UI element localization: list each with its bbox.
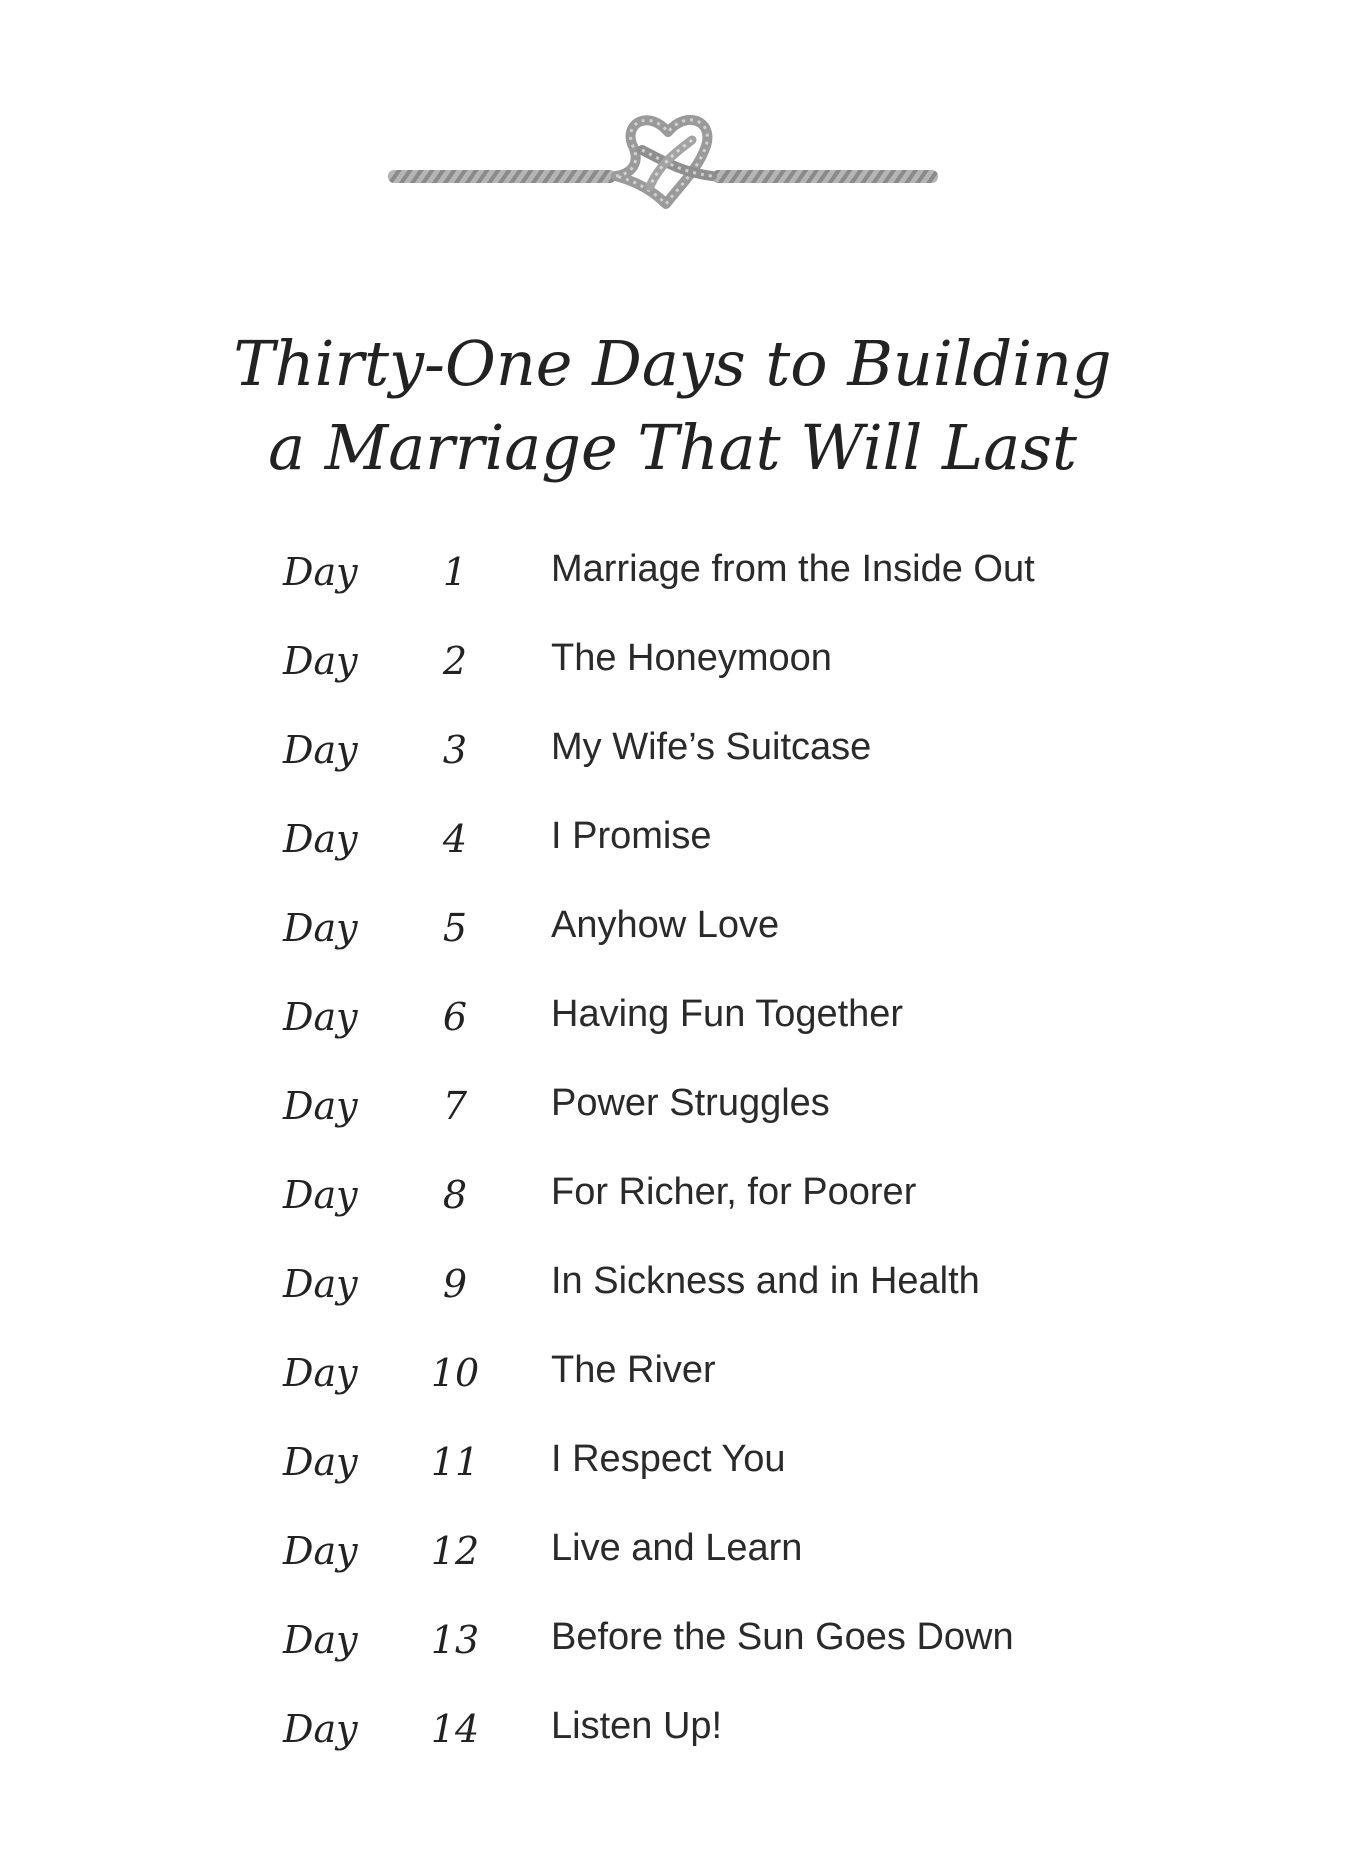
day-label: Day <box>283 906 358 950</box>
toc-row <box>0 1430 1345 1519</box>
toc-row <box>0 1697 1345 1786</box>
toc-row <box>0 896 1345 985</box>
day-label: Day <box>283 1529 358 1573</box>
day-label: Day <box>283 1440 358 1484</box>
toc-row <box>0 629 1345 718</box>
chapter-title: My Wife’s Suitcase <box>551 726 872 768</box>
title-line-2: a Marriage That Will Last <box>268 411 1077 484</box>
chapter-title: Having Fun Together <box>551 993 904 1035</box>
day-number: 5 <box>442 906 468 950</box>
day-number: 4 <box>442 817 468 861</box>
day-label: Day <box>283 639 358 683</box>
toc-row <box>0 1252 1345 1341</box>
day-label: Day <box>283 550 358 594</box>
toc-row <box>0 540 1345 629</box>
toc-row <box>0 1608 1345 1697</box>
chapter-title: I Promise <box>551 815 712 857</box>
day-number: 7 <box>442 1084 468 1128</box>
day-number: 10 <box>430 1351 480 1395</box>
day-number: 3 <box>442 728 468 772</box>
day-label: Day <box>283 817 358 861</box>
day-number: 1 <box>442 550 468 594</box>
toc-row <box>0 807 1345 896</box>
day-label: Day <box>283 728 358 772</box>
day-label: Day <box>283 1618 358 1662</box>
table-of-contents <box>0 540 1345 1786</box>
day-number: 8 <box>442 1173 468 1217</box>
day-number: 2 <box>442 639 468 683</box>
day-number: 12 <box>430 1529 480 1573</box>
day-label: Day <box>283 1262 358 1306</box>
toc-row <box>0 1519 1345 1608</box>
toc-row <box>0 1341 1345 1430</box>
chapter-title: The Honeymoon <box>551 637 832 679</box>
day-number: 9 <box>442 1262 468 1306</box>
day-label: Day <box>283 1084 358 1128</box>
chapter-title: Anyhow Love <box>551 904 780 946</box>
chapter-title: In Sickness and in Health <box>551 1260 980 1302</box>
day-label: Day <box>283 1707 358 1751</box>
chapter-title: Listen Up! <box>551 1705 723 1747</box>
day-label: Day <box>283 995 358 1039</box>
day-label: Day <box>283 1173 358 1217</box>
day-number: 11 <box>430 1440 480 1484</box>
chapter-title: Before the Sun Goes Down <box>551 1616 1014 1658</box>
title-line-1: Thirty-One Days to Building <box>233 327 1112 400</box>
toc-row <box>0 718 1345 807</box>
chapter-title: For Richer, for Poorer <box>551 1171 917 1213</box>
chapter-title: Power Struggles <box>551 1082 830 1124</box>
page-title <box>0 322 1345 490</box>
toc-row <box>0 985 1345 1074</box>
chapter-title: Marriage from the Inside Out <box>551 548 1035 590</box>
chapter-title: I Respect You <box>551 1438 786 1480</box>
day-number: 13 <box>430 1618 480 1662</box>
toc-row <box>0 1074 1345 1163</box>
chapter-title: Live and Learn <box>551 1527 803 1569</box>
chapter-title: The River <box>551 1349 716 1391</box>
toc-row <box>0 1163 1345 1252</box>
day-number: 14 <box>430 1707 480 1751</box>
rope-heart-knot-icon <box>380 100 940 220</box>
day-label: Day <box>283 1351 358 1395</box>
day-number: 6 <box>442 995 468 1039</box>
